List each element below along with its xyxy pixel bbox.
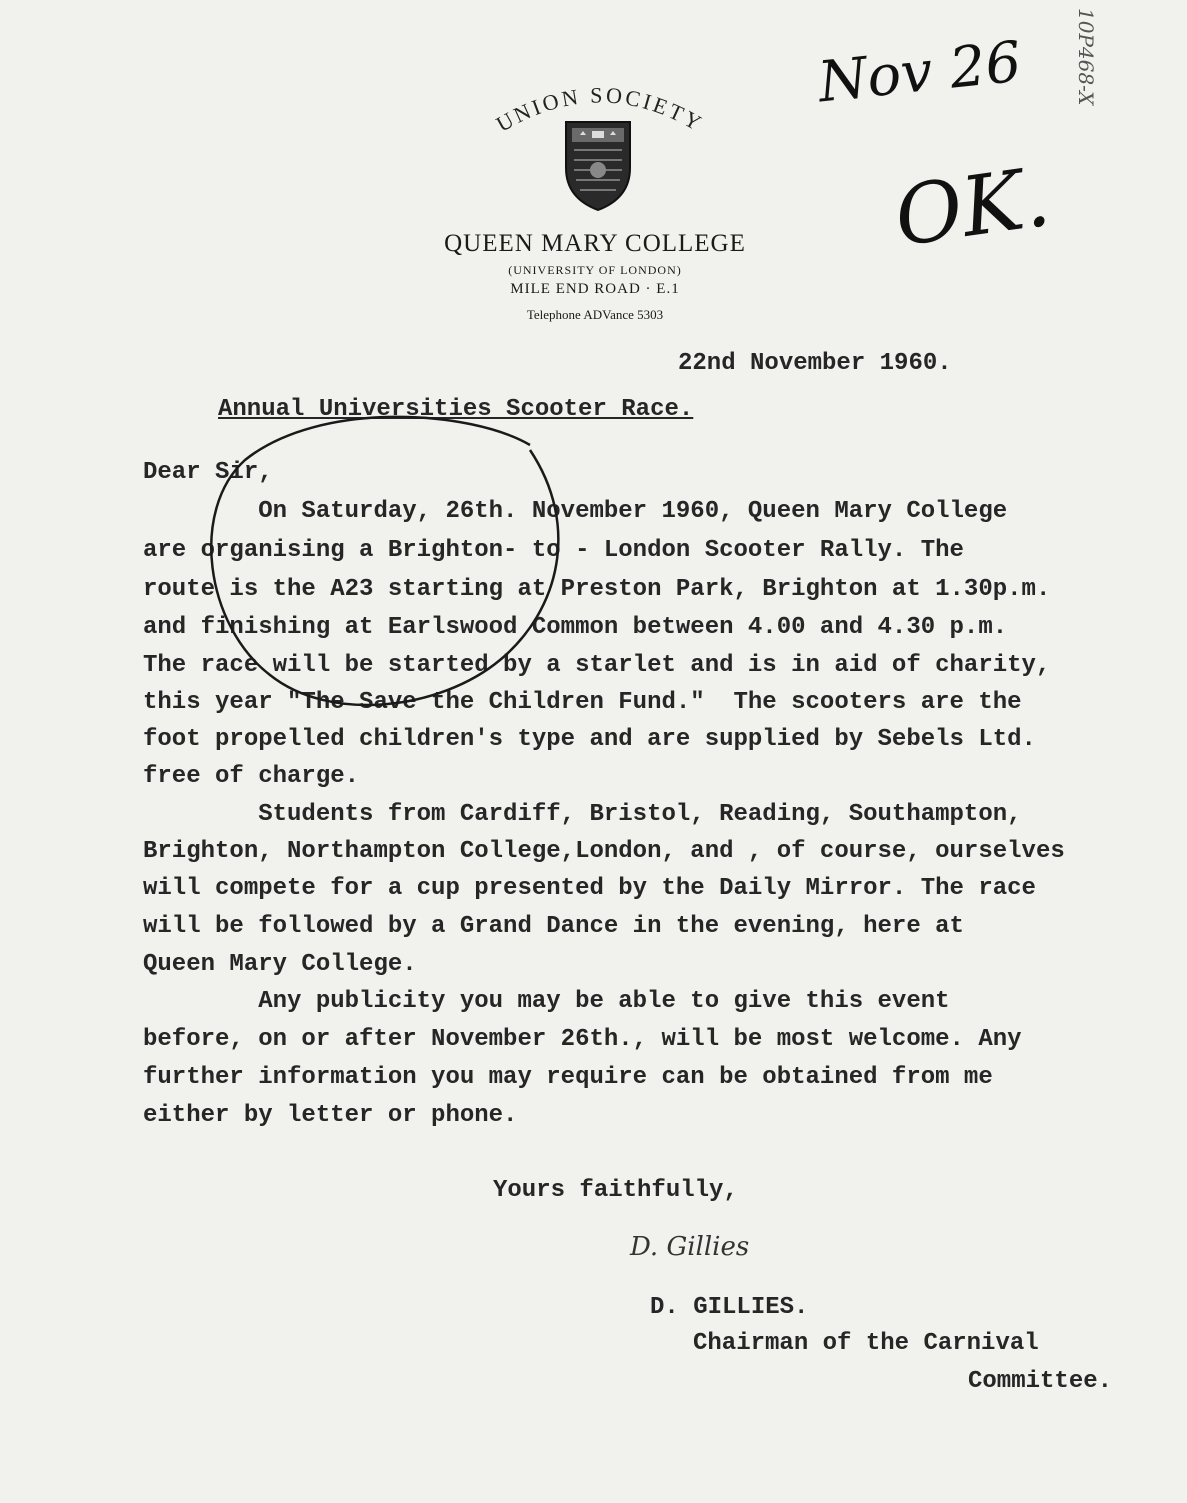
body-line: will be followed by a Grand Dance in the evening, here at <box>143 913 964 940</box>
handwritten-approval: OK. <box>889 149 1056 266</box>
body-line: On Saturday, 26th. November 1960, Queen Mary College <box>143 498 1008 525</box>
signer-name: D. GILLIES. <box>650 1294 809 1321</box>
handwritten-date-note: Nov 26 <box>815 29 1025 116</box>
body-line: free of charge. <box>143 763 360 790</box>
body-line: and finishing at Earlswood Common between 4.00 and 4.30 p.m. <box>143 614 1008 641</box>
college-telephone: Telephone ADVance 5303 <box>526 307 664 322</box>
letter-date: 22nd November 1960. <box>678 350 952 377</box>
body-line: will compete for a cup presented by the Daily Mirror. The race <box>143 875 1036 902</box>
body-line: Brighton, Northampton College,London, and , of course, ourselves <box>143 838 1065 865</box>
body-line: route is the A23 starting at Preston Park, Brighton at 1.30p.m. <box>143 576 1051 603</box>
handwritten-reference: 10P468-X <box>1074 8 1098 106</box>
closing: Yours faithfully, <box>493 1177 738 1204</box>
body-line: further information you may require can be obtained from me <box>143 1064 993 1091</box>
college-address: MILE END ROAD · E.1 <box>510 281 680 297</box>
handdrawn-circle-mark <box>200 405 580 725</box>
body-line: The race will be started by a starlet and is in aid of charity, <box>143 652 1051 679</box>
college-name: QUEEN MARY COLLEGE <box>444 230 746 257</box>
signer-title-line-2: Committee. <box>968 1368 1113 1395</box>
signer-title-line-1: Chairman of the Carnival <box>693 1330 1039 1357</box>
body-line: either by letter or phone. <box>143 1102 518 1129</box>
body-line: foot propelled children's type and are supplied by Sebels Ltd. <box>143 726 1036 753</box>
body-line: before, on or after November 26th., will be most welcome. Any <box>143 1026 1022 1053</box>
society-name: UNION SOCIETY <box>491 82 709 137</box>
university-name: (UNIVERSITY OF LONDON) <box>508 263 682 277</box>
college-crest-icon <box>562 118 634 214</box>
salutation: Dear Sir, <box>143 459 273 486</box>
letter-subject: Annual Universities Scooter Race. <box>218 396 694 423</box>
body-line: are organising a Brighton- to - London Scooter Rally. The <box>143 537 964 564</box>
handwritten-signature: D. Gillies <box>630 1232 750 1262</box>
body-line: this year "The Save the Children Fund." The scooters are the <box>143 689 1022 716</box>
body-line: Queen Mary College. <box>143 951 417 978</box>
body-line: Students from Cardiff, Bristol, Reading, Southampton, <box>143 801 1022 828</box>
body-line: Any publicity you may be able to give this event <box>143 988 950 1015</box>
